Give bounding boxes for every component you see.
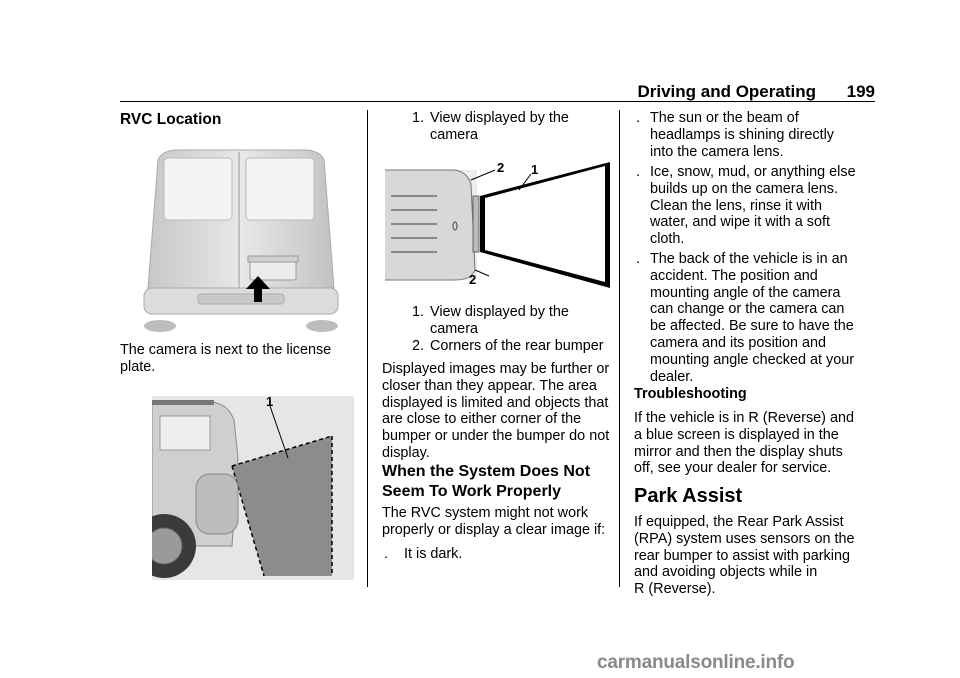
list-item-number: 1.	[412, 110, 425, 126]
figure-callout-1: 1	[266, 396, 274, 409]
bullet-line: mounting angle of the camera	[650, 284, 841, 301]
bullet-marker: .	[636, 251, 640, 267]
bullet-marker: .	[636, 164, 640, 180]
bullet-line: headlamps is shining directly	[650, 126, 834, 143]
bullet-marker: .	[384, 546, 388, 562]
bullet-line: mounting angle checked at your	[650, 351, 854, 368]
header-rule	[120, 101, 875, 102]
col2-intro-line: The RVC system might not work	[382, 505, 589, 521]
troubleshooting-line: mirror and then the display shuts	[634, 443, 843, 460]
park-assist-line: If equipped, the Rear Park Assist	[634, 514, 844, 530]
van-rear-illustration	[138, 148, 344, 334]
heading-line: When the System Does Not	[382, 463, 591, 480]
park-assist-line: and avoiding objects while in	[634, 564, 818, 581]
bullet-line: builds up on the camera lens.	[650, 180, 838, 197]
list-item-line: View displayed by the	[430, 110, 569, 126]
troubleshooting-line: a blue screen is displayed in the	[634, 426, 839, 443]
figure-callout-2-top: 2	[497, 160, 505, 175]
bullet-line: cloth.	[650, 231, 685, 248]
list-item-line: Corners of the rear bumper	[430, 338, 604, 354]
col2-paragraph-line: are close to either corner of the	[382, 411, 582, 428]
running-header-title: Driving and Operating	[637, 82, 816, 101]
list-item-number: 1.	[412, 304, 425, 320]
section-heading-system-not-working	[382, 462, 590, 502]
bullet-line: dealer.	[650, 368, 694, 385]
col2-paragraph-line: closer than they appear. The area	[382, 377, 597, 394]
section-heading-park-assist: Park Assist	[634, 485, 743, 507]
col2-intro-line: properly or display a clear image if:	[382, 521, 606, 538]
column-divider-left	[367, 110, 368, 587]
col2-paragraph-line: displayed is limited and objects that	[382, 394, 609, 411]
figure-callout-2-bottom: 2	[469, 272, 477, 287]
park-assist-paragraph	[634, 514, 854, 598]
col1-paragraph-line: plate.	[120, 358, 156, 375]
list-item-number: 2.	[412, 338, 425, 354]
watermark-text: carmanualsonline.info	[597, 652, 795, 673]
bullet-line: Ice, snow, mud, or anything else	[650, 164, 856, 180]
bullet-line: can change or the camera can	[650, 301, 845, 318]
bullet-line: camera and its position and	[650, 334, 826, 351]
col2-intro	[382, 505, 605, 539]
bullet-line: Clean the lens, rinse it with	[650, 197, 822, 214]
bullet-line: The back of the vehicle is in an	[650, 251, 848, 267]
bullet-line: water, and wipe it with a soft	[650, 214, 830, 231]
bullet-line: into the camera lens.	[650, 143, 784, 160]
col2-paragraph	[382, 361, 609, 462]
troubleshooting-heading: Troubleshooting	[634, 386, 747, 402]
page-number: 199	[846, 82, 875, 101]
list-item-line: camera	[430, 126, 478, 143]
heading-line: Seem To Work Properly	[382, 483, 562, 500]
col1-paragraph	[120, 342, 331, 376]
troubleshooting-line: If the vehicle is in R (Reverse) and	[634, 410, 854, 426]
list-item-line: camera	[430, 320, 478, 337]
park-assist-line: rear bumper to assist with parking	[634, 547, 850, 564]
camera-field-diagram	[385, 160, 610, 288]
col1-paragraph-line: The camera is next to the license	[120, 342, 332, 358]
bullet-line: accident. The position and	[650, 267, 818, 284]
bullet-marker: .	[636, 110, 640, 126]
col2-paragraph-line: display.	[382, 444, 430, 461]
bullet-text: It is dark.	[404, 546, 463, 562]
park-assist-line: R (Reverse).	[634, 581, 716, 598]
list-item-line: View displayed by the	[430, 304, 569, 320]
troubleshooting-line: off, see your dealer for service.	[634, 460, 832, 477]
bullet-line: be affected. Be sure to have the	[650, 318, 854, 335]
col2-paragraph-line: bumper or under the bumper do not	[382, 428, 610, 445]
figure-callout-1: 1	[531, 162, 539, 177]
section-heading-rvc-location: RVC Location	[120, 111, 222, 128]
park-assist-line: (RPA) system uses sensors on the	[634, 530, 855, 547]
col2-paragraph-line: Displayed images may be further or	[382, 361, 610, 377]
troubleshooting-paragraph	[634, 410, 854, 477]
bullet-line: The sun or the beam of	[650, 110, 799, 126]
camera-view-illustration	[152, 396, 354, 580]
